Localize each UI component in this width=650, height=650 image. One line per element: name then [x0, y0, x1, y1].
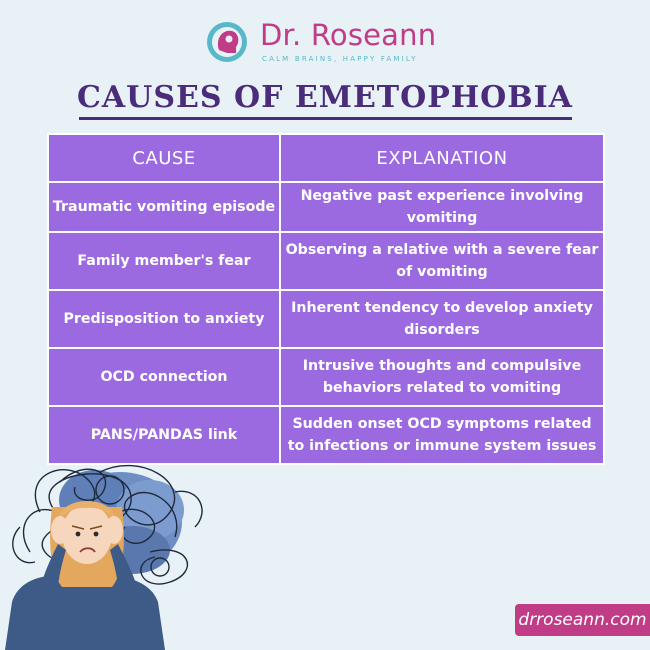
brand-logo [205, 18, 455, 68]
table-row [48, 348, 604, 406]
anxious-woman-illustration [0, 452, 230, 650]
cause-cell: OCD connection [48, 348, 280, 406]
header-explanation: EXPLANATION [280, 134, 604, 182]
title-underline [79, 117, 572, 120]
explanation-cell: Intrusive thoughts and compulsive behaviors related to vomiting [280, 348, 604, 406]
explanation-cell: Sudden onset OCD symptoms related to infections or immune system issues [280, 406, 604, 464]
table-header-row [48, 134, 604, 182]
brand-head-icon [205, 20, 249, 64]
brand-tagline: CALM BRAINS, HAPPY FAMILY [262, 55, 418, 63]
cause-cell: PANS/PANDAS link [48, 406, 280, 464]
website-badge: drroseann.com [515, 604, 650, 636]
table-row [48, 290, 604, 348]
cause-cell: Family member's fear [48, 232, 280, 290]
table-row [48, 232, 604, 290]
table-row [48, 182, 604, 232]
explanation-cell: Inherent tendency to develop anxiety disorders [280, 290, 604, 348]
causes-table [47, 133, 605, 465]
brand-name: Dr. Roseann [260, 18, 437, 52]
cause-cell: Predisposition to anxiety [48, 290, 280, 348]
explanation-cell: Observing a relative with a severe fear of vomiting [280, 232, 604, 290]
header-cause: CAUSE [48, 134, 280, 182]
explanation-cell: Negative past experience involving vomiting [280, 182, 604, 232]
page-title: CAUSES OF EMETOPHOBIA [77, 80, 573, 115]
cause-cell: Traumatic vomiting episode [48, 182, 280, 232]
